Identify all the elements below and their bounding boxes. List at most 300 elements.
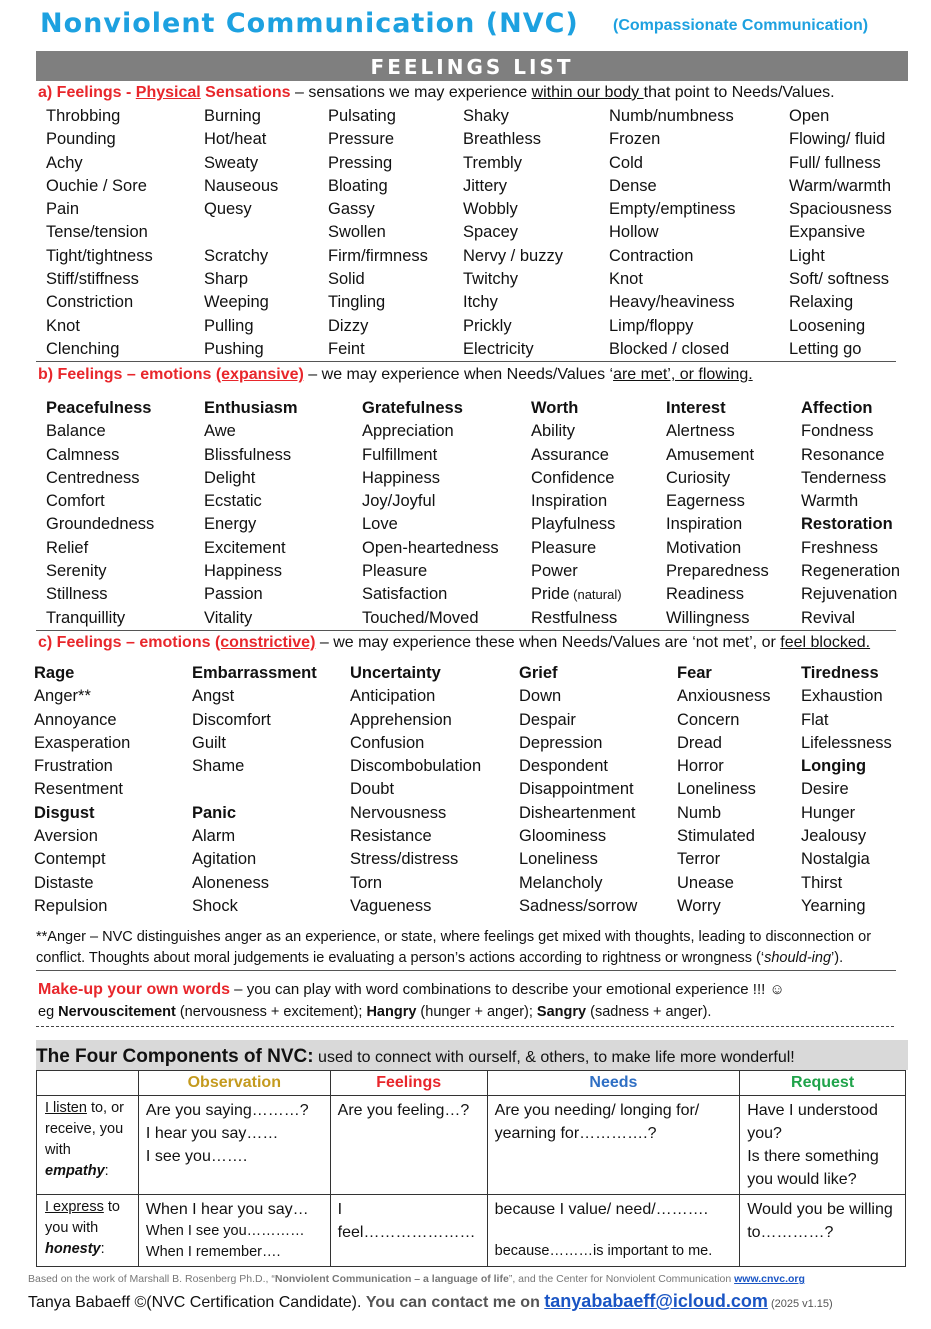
feeling-word: Constriction [46,293,134,312]
cnvc-link[interactable]: www.cnvc.org [734,1273,805,1285]
feeling-word [801,709,892,732]
feeling-word-text: Discombobulation [350,757,482,776]
feeling-word [362,513,499,536]
feeling-word-text: Curiosity [666,468,731,487]
example-desc-2: (hunger + anger); [416,1004,537,1020]
feeling-word-text: Happiness [362,468,440,487]
feeling-word [192,732,317,755]
feeling-word [677,778,771,801]
attribution-text: Based on the work of Marshall B. Rosenberg Ph.D., “ [28,1273,275,1285]
feeling-word-text: Vagueness [350,896,432,915]
feeling-word-text: Distaste [34,873,94,892]
feeling-word: Warm/warmth [789,176,892,195]
feeling-word-text: Down [519,687,562,706]
feeling-word [204,221,278,244]
feeling-word-text: Concern [677,710,740,729]
observation-line: I see you……. [145,1148,248,1165]
make-up-desc: – you can play with word combinations to describe your emotional experience !!! ☺ [230,981,785,998]
feeling-word [666,397,769,420]
feeling-word [192,825,317,848]
feeling-word [801,802,892,825]
observation-header: Observation [138,1071,330,1096]
feeling-word [519,709,637,732]
feeling-word [34,662,130,685]
example-word-3: Sangry [536,1004,587,1020]
feeling-word [531,607,622,630]
feeling-word [362,537,499,560]
feeling-word [801,662,892,685]
feeling-word-text: Alertness [666,422,735,441]
feeling-word-text: Melancholy [519,873,603,892]
feeling-word [519,662,637,685]
feeling-column [46,105,153,361]
feeling-word: Flowing/ fluid [789,130,886,149]
feeling-column [801,397,900,630]
feeling-word [531,560,622,583]
feeling-word [801,583,900,606]
feeling-word-text: Stimulated [677,827,755,846]
feeling-word [666,607,769,630]
feeling-word-text: Willingness [666,608,750,627]
feeling-word [666,583,769,606]
feeling-word: Scratchy [204,246,269,265]
feeling-word [46,513,154,536]
section-c-desc-underlined: feel blocked. [780,634,871,651]
feeling-word-text: Apprehension [350,710,452,729]
feeling-word: Spaciousness [789,200,892,219]
author-contact [28,1291,833,1312]
feeling-word: Bloating [328,176,388,195]
feeling-word-text: Guilt [192,733,226,752]
feeling-word-text: Agitation [192,850,257,869]
feeling-word-text: Disheartenment [519,803,636,822]
feeling-word-text: Tranquillity [46,608,126,627]
feeling-word: Breathless [463,130,541,149]
feeling-word-text: Sadness/sorrow [519,896,638,915]
needs-line: because………is important to me. [494,1243,713,1259]
observation-listen-cell [138,1096,330,1195]
attribution [28,1273,805,1285]
feeling-word-text: Unease [677,873,734,892]
request-line: Have I understood you? [747,1102,878,1142]
feeling-word: Pain [46,200,80,219]
feeling-word-text: Jealousy [801,827,867,846]
listen-label: I listen [45,1100,87,1116]
feeling-word-text: Satisfaction [362,585,448,604]
feeling-word [46,583,154,606]
feeling-word [46,537,154,560]
anger-note-text: **Anger – NVC distinguishes anger as an experience, or state, where feelings get mixed with thoughts, leading to disconnection or conflict. Thoughts about moral judgements ie evaluating a person’s actions according to rightness or wrongness (‘ [36,929,872,966]
feeling-word: Tight/tightness [46,246,153,265]
email-link[interactable]: tanyababaeff@icloud.com [544,1291,768,1311]
anger-note-end: ’). [831,950,844,966]
feeling-word-text: Pride [531,585,570,604]
feeling-word-text: Ecstatic [204,492,262,511]
feeling-word [350,778,481,801]
feeling-word-text: Thirst [801,873,843,892]
feeling-word-text: Aloneness [192,873,270,892]
feeling-word [362,420,499,443]
feeling-column [204,105,278,361]
section-a-desc-end: that point to Needs/Values. [643,84,835,101]
feeling-word [801,732,892,755]
feeling-word-text: Energy [204,515,257,534]
feeling-word-text: Open-heartedness [362,538,499,557]
feeling-word: Trembly [463,153,522,172]
feeling-word-text: Anger** [34,687,91,706]
feeling-word-text: Depression [519,733,603,752]
feeling-word: Soft/ softness [789,270,889,289]
feeling-word-text: Rejuvenation [801,585,898,604]
feeling-word-text: Preparedness [666,562,769,581]
feeling-word-text: Centredness [46,468,140,487]
feeling-word-text: Lifelessness [801,733,892,752]
feeling-word: Tingling [328,293,386,312]
feeling-word [362,560,499,583]
feeling-word: Hot/heat [204,130,267,149]
feeling-word: Limp/floppy [609,316,694,335]
feeling-word [350,662,481,685]
feeling-word: Pressure [328,130,395,149]
section-a-heading [38,84,835,102]
feeling-word [677,685,771,708]
feeling-word: Hollow [609,223,659,242]
feeling-word [531,583,622,606]
feeling-word-text: Flat [801,710,829,729]
empty-header [37,1071,139,1096]
feeling-word: Spacey [463,223,519,242]
feeling-word [677,755,771,778]
feeling-word [204,583,298,606]
feeling-column [46,397,154,630]
express-label: I express [45,1199,104,1215]
feeling-word-text: Torn [350,873,383,892]
feeling-word: Achy [46,153,83,172]
feeling-word: Heavy/heaviness [609,293,735,312]
observation-line: Are you saying………? [145,1102,309,1119]
feeling-word-text: Angst [192,687,235,706]
feeling-word-text: Resonance [801,445,885,464]
feeling-word-text: Playfulness [531,515,616,534]
feeling-word [204,397,298,420]
feeling-word-text: Doubt [350,780,395,799]
feeling-word [46,607,154,630]
feeling-word-text: Annoyance [34,710,117,729]
page-subtitle: (Compassionate Communication) [613,17,869,34]
request-line: Is there something you would like? [747,1148,879,1188]
feeling-word [34,709,130,732]
feeling-word-text: Tiredness [801,664,879,682]
feeling-word: Electricity [463,339,534,358]
feeling-word-text: Groundedness [46,515,155,534]
feeling-word: Numb/numbness [609,107,734,125]
listen-desc: to, or receive, you with [45,1100,124,1158]
empathy-word: empathy [45,1163,105,1179]
feeling-word-text: Discomfort [192,710,271,729]
example-desc-1: (nervousness + excitement); [175,1004,367,1020]
section-a-prefix: a) Feelings - [38,84,136,101]
feeling-word [34,778,130,801]
make-up-heading: Make-up your own words [38,981,231,998]
make-up-words [38,978,785,1024]
observation-line: When I hear you say… [145,1201,309,1218]
example-word-1: Nervouscitement [58,1004,176,1020]
honesty-word: honesty [45,1241,101,1257]
feeling-word [801,825,892,848]
request-listen-cell [740,1096,906,1195]
section-c-heading [38,634,870,652]
feeling-word-text: Inspiration [666,515,743,534]
feeling-word-text: Desire [801,780,849,799]
feeling-word [677,802,771,825]
feeling-word-text: Revival [801,608,856,627]
feeling-word [801,778,892,801]
anger-note-italic: should-ing [764,950,832,966]
feeling-word: Knot [46,316,80,335]
feeling-column [666,397,769,630]
feeling-word-text: Comfort [46,492,105,511]
feeling-word [677,895,771,918]
section-b-prefix: b) Feelings – emotions [38,366,216,383]
request-express-cell: Would you be willing to…………? [740,1195,906,1267]
feeling-word [666,490,769,513]
feeling-word [801,560,900,583]
feeling-word-text: Delight [204,468,256,487]
feeling-column [204,397,298,630]
feeling-word-text: Enthusiasm [204,399,298,417]
anger-note [36,927,916,969]
feeling-word-text: Touched/Moved [362,608,479,627]
feeling-word: Dense [609,176,657,195]
feeling-word [801,397,900,420]
divider [36,970,896,971]
feeling-word [801,872,892,895]
feeling-word [350,685,481,708]
feeling-column [34,662,130,918]
observation-line: When I remember…. [145,1244,281,1260]
feeling-word: Wobbly [463,200,518,219]
feeling-word [519,825,637,848]
feeling-column [677,662,771,918]
feeling-word [192,802,317,825]
observation-line: I hear you say…… [145,1125,279,1142]
feeling-word-text: Exasperation [34,733,131,752]
feeling-word-text: Appreciation [362,422,454,441]
feeling-word: Blocked / closed [609,339,730,358]
feeling-word-text: Gratefulness [362,399,463,417]
feeling-word-text: Assurance [531,445,609,464]
section-a-physical: Physical [135,84,201,101]
feeling-word [362,607,499,630]
feeling-word [34,825,130,848]
feeling-word-text: Restfulness [531,608,618,627]
feeling-word [46,420,154,443]
feeling-word-text: Peacefulness [46,399,152,417]
feeling-word: Weeping [204,293,269,312]
feeling-word [801,513,900,536]
divider [36,361,896,362]
feeling-word: Light [789,246,825,265]
feeling-word: Throbbing [46,107,121,125]
feeling-word [350,848,481,871]
feeling-word [801,467,900,490]
section-b-desc: – we may experience when Needs/Values ‘ [303,366,614,383]
feeling-word-text: Shame [192,757,245,776]
feeling-word [192,848,317,871]
feeling-word [531,490,622,513]
feeling-word: Quesy [204,200,252,219]
feeling-word [46,467,154,490]
feeling-word [677,709,771,732]
feeling-word [519,755,637,778]
feeling-word [519,848,637,871]
feeling-word-text: Love [362,515,398,534]
feeling-word-text: Affection [801,399,873,417]
listen-empathy-cell [37,1096,139,1195]
contact-label: You can contact me on [365,1294,545,1311]
feeling-word-text: Longing [801,757,867,776]
feeling-word [362,444,499,467]
feeling-word: Contraction [609,246,694,265]
table-row [37,1195,906,1267]
feeling-word [801,895,892,918]
feeling-word: Jittery [463,176,508,195]
feeling-word: Relaxing [789,293,854,312]
feeling-word [677,662,771,685]
needs-header: Needs [487,1071,740,1096]
author-name: Tanya Babaeff ©(NVC Certification Candidate). [28,1294,366,1311]
feeling-word [192,755,317,778]
feeling-word: Firm/firmness [328,246,428,265]
feelings-listen-cell: Are you feeling…? [330,1096,487,1195]
feeling-word-text: Balance [46,422,106,441]
feeling-word [34,802,130,825]
feeling-word: Open [789,107,830,125]
feeling-word [519,778,637,801]
express-desc: to you with [45,1199,120,1236]
feeling-word-text: Dread [677,733,722,752]
feeling-word-text: Terror [677,850,721,869]
feeling-word [519,895,637,918]
feeling-word [801,848,892,871]
feeling-word-text: Ability [531,422,576,441]
feeling-word [531,537,622,560]
section-c-key: (constrictive) [214,634,316,651]
attribution-text-end: ”, and the Center for Nonviolent Communication [508,1273,735,1285]
feeling-word [677,825,771,848]
feeling-word: Pulsating [328,107,396,125]
feeling-word-text: Gloominess [519,827,607,846]
feeling-word [666,560,769,583]
book-title: Nonviolent Communication – a language of life [274,1273,509,1285]
feeling-word: Feint [328,339,365,358]
feeling-word-text: Excitement [204,538,286,557]
feeling-word: Sweaty [204,153,259,172]
feeling-word-text: Loneliness [677,780,756,799]
feeling-word: Frozen [609,130,661,149]
section-b-desc-underlined: are met’, or flowing. [613,366,753,383]
page-title: Nonviolent Communication (NVC) [40,8,579,39]
feeling-word-text: Grief [519,664,558,682]
section-b-key: (expansive) [215,366,304,383]
feeling-word [204,513,298,536]
feeling-word: Swollen [328,223,386,242]
feeling-word [801,420,900,443]
feeling-word: Pounding [46,130,116,149]
feeling-word: Dizzy [328,316,369,335]
table-row [37,1096,906,1195]
feeling-word-text: Rage [34,664,75,682]
feeling-word: Twitchy [463,270,519,289]
feeling-word-text: Vitality [204,608,253,627]
feeling-word [362,467,499,490]
feeling-word [192,872,317,895]
feeling-word-text: Shock [192,896,238,915]
feeling-word: Knot [609,270,643,289]
feeling-word-text: Warmth [801,492,859,511]
feeling-column [362,397,499,630]
version-label: (2025 v1.15) [767,1298,833,1310]
feeling-word-text: Exhaustion [801,687,883,706]
feeling-word-text: Regeneration [801,562,901,581]
feeling-word-text: Despondent [519,757,608,776]
section-c-desc: – we may experience these when Needs/Values are ‘not met’, or [315,634,781,651]
feeling-word-text: Anxiousness [677,687,771,706]
feeling-word: Prickly [463,316,512,335]
feeling-word: Pressing [328,153,393,172]
feeling-word [666,467,769,490]
observation-express-cell [138,1195,330,1267]
feeling-word [204,444,298,467]
feeling-word: Empty/emptiness [609,200,736,219]
feeling-word [204,467,298,490]
feeling-word-text: Disgust [34,803,95,822]
feeling-word-text: Yearning [801,896,866,915]
feeling-word [666,420,769,443]
feeling-word [801,755,892,778]
example-desc-3: (sadness + anger). [586,1004,712,1020]
feeling-word-text: Confusion [350,733,425,752]
feeling-word-text: Repulsion [34,896,108,915]
feeling-word-text: Panic [192,803,237,822]
feeling-word [350,709,481,732]
feeling-word: Ouchie / Sore [46,176,147,195]
feeling-column [801,662,892,918]
feeling-word-text: Loneliness [519,850,598,869]
feeling-word-text: Awe [204,422,236,441]
feeling-word [801,685,892,708]
feeling-word [801,444,900,467]
feeling-word-text: Uncertainty [350,664,441,682]
feelings-express-cell: I feel………………… [330,1195,487,1267]
feeling-word [519,685,637,708]
feeling-word [666,537,769,560]
feeling-word [362,583,499,606]
feeling-word-text: Frustration [34,757,113,776]
feeling-word-text: Contempt [34,850,106,869]
feeling-word [204,420,298,443]
colon: : [100,1241,105,1257]
feeling-word [192,709,317,732]
feeling-word-text: Nervousness [350,803,447,822]
feeling-word [192,895,317,918]
example-word-2: Hangry [366,1004,417,1020]
feeling-column [463,105,563,361]
eg-label: eg [38,1004,59,1020]
feeling-word [34,848,130,871]
feeling-word-text: Blissfulness [204,445,292,464]
feeling-word-text: Serenity [46,562,107,581]
